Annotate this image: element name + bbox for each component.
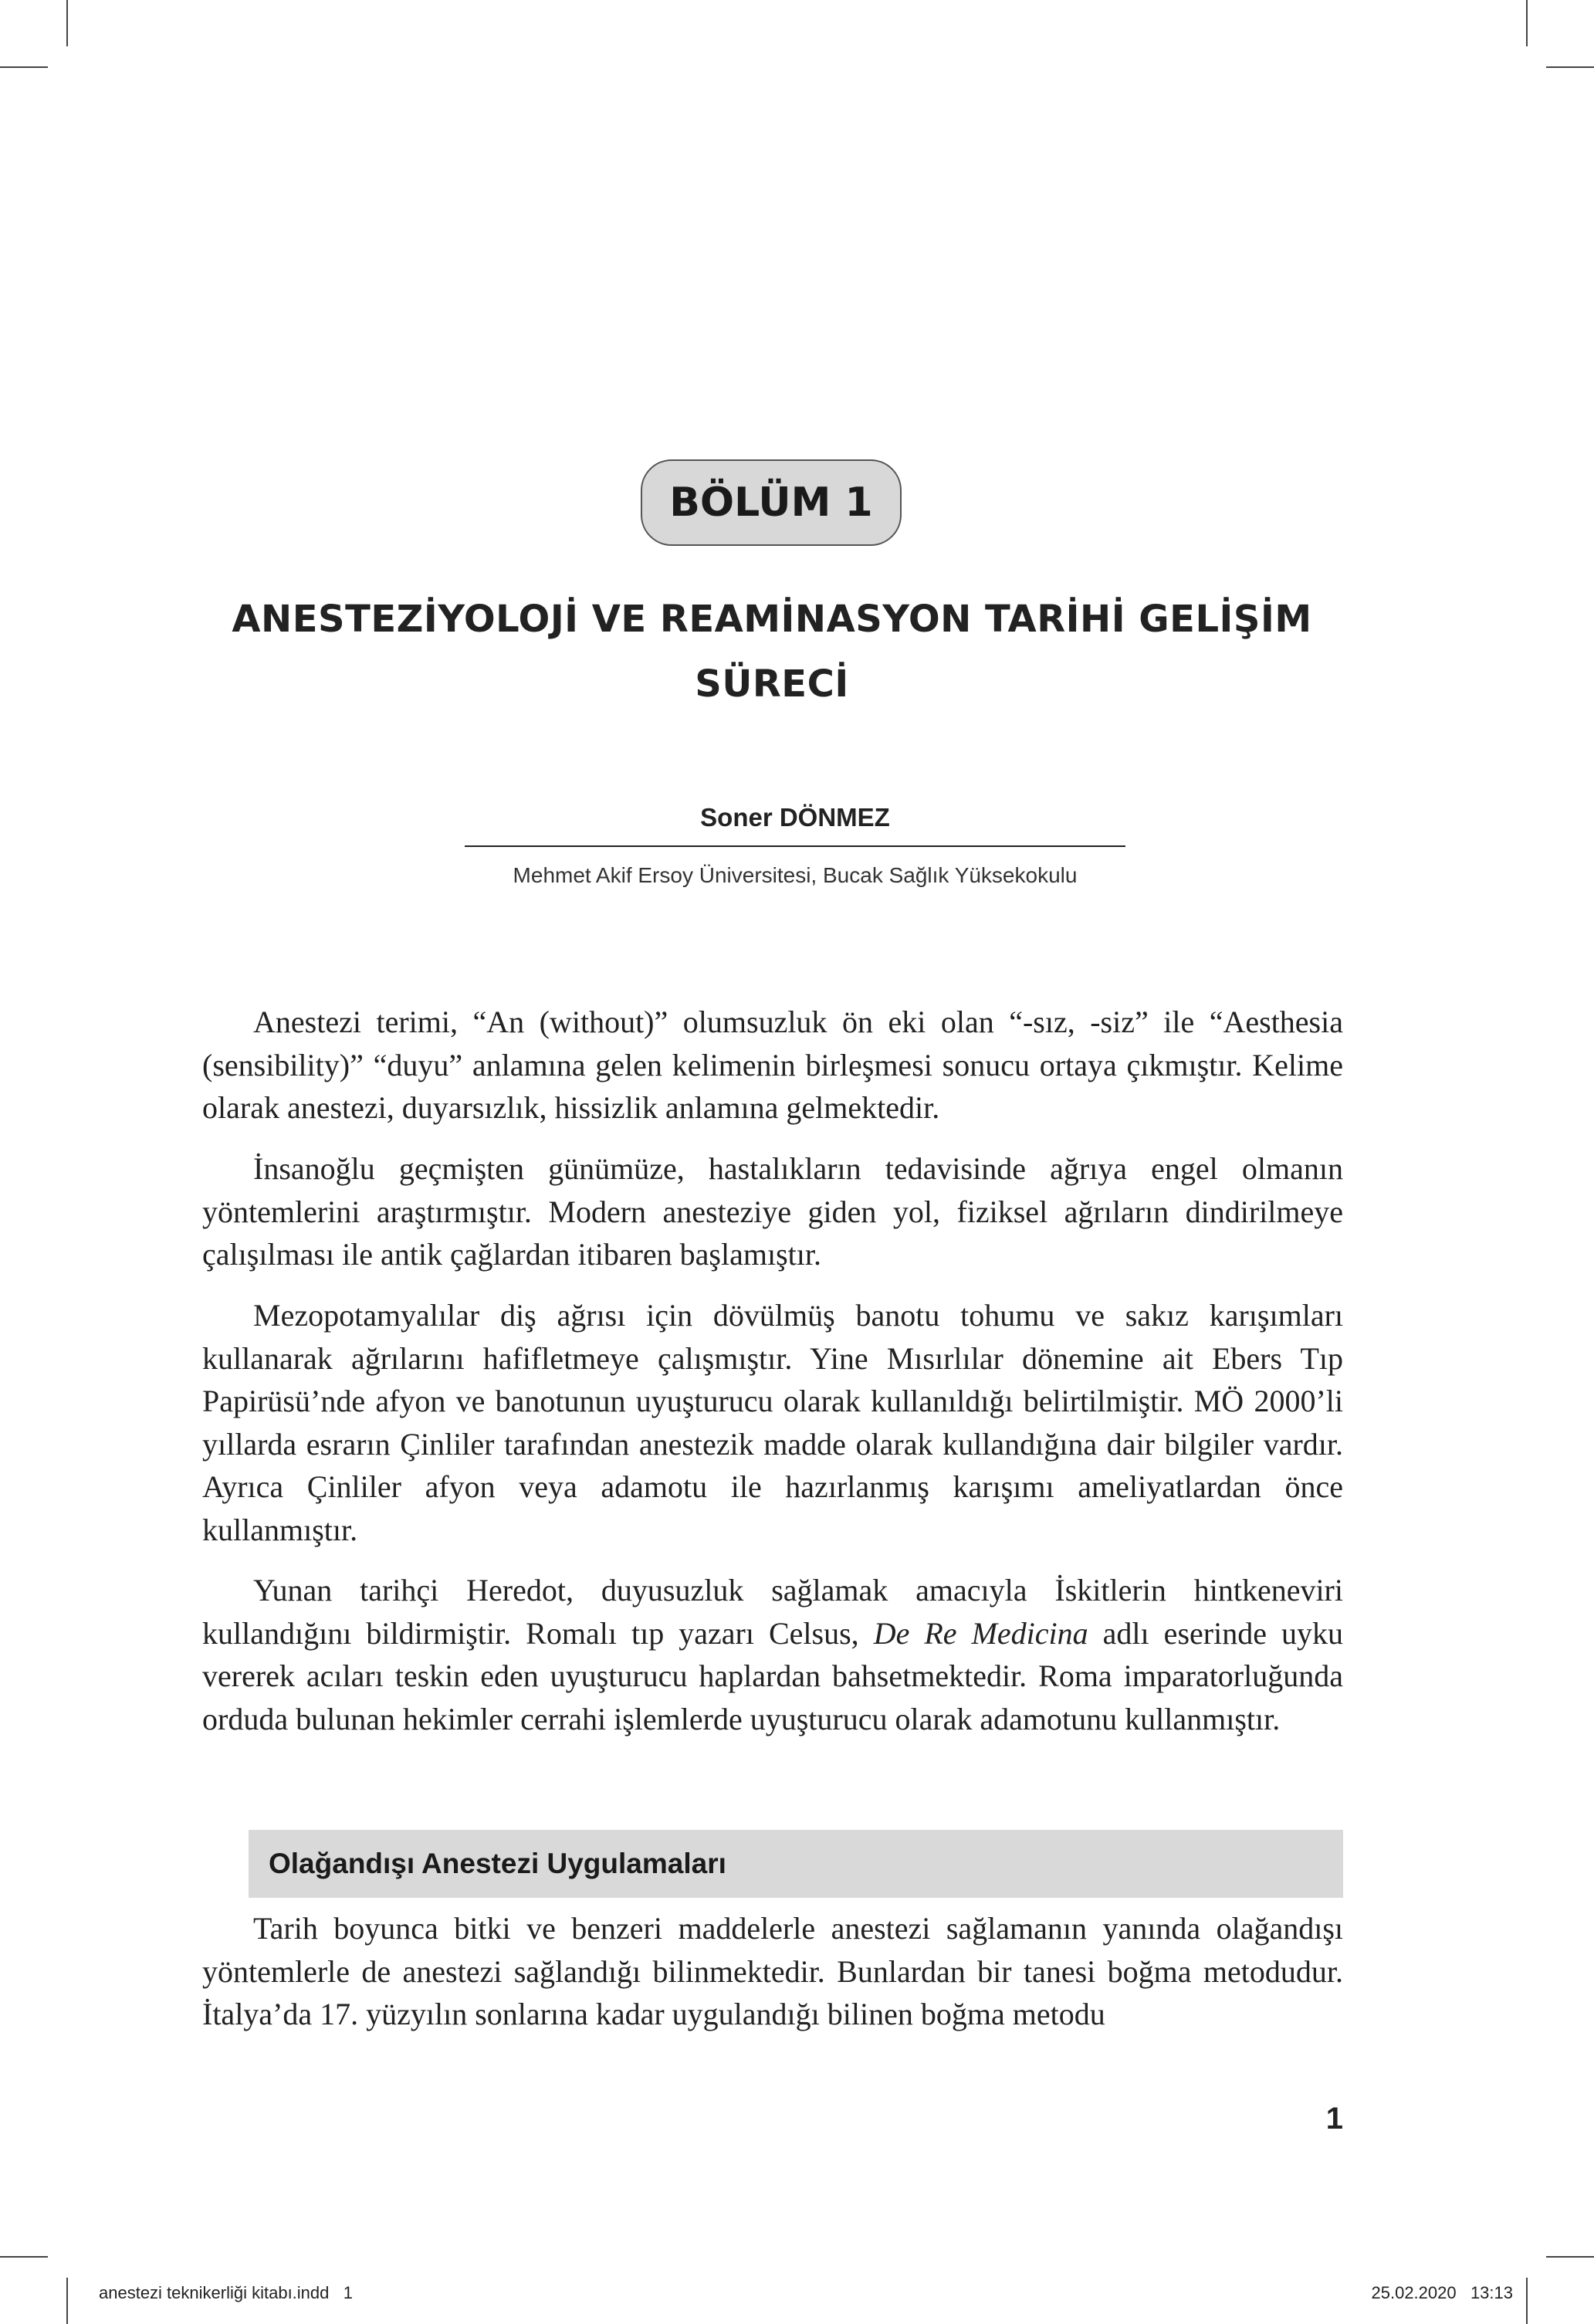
chapter-title-line-2: SÜRECİ: [695, 662, 849, 706]
body-paragraph: [202, 1294, 1343, 1565]
paragraph-5: Tarih boyunca bitki ve benzeri maddelerle anestezi sağlamanın yanında olağandışı yöntemlerle de anestezi sağlandığı bilinmektedir. Bunlardan bir tanesi boğma metodudur. İtalya’da 17. yüzyılın sonlarına kadar uygulandığı bilinen boğma metodu: [202, 1911, 1343, 2031]
crop-mark: [1546, 2256, 1594, 2258]
crop-mark: [66, 0, 68, 46]
page-number: 1: [1325, 2102, 1343, 2136]
body-paragraph: [202, 1907, 1343, 2050]
body-paragraph: [202, 1147, 1343, 1290]
crop-mark: [1546, 66, 1594, 68]
section-heading: Olağandışı Anestezi Uygulamaları: [269, 1848, 726, 1879]
crop-mark: [0, 66, 48, 68]
paragraph-1: Anestezi terimi, “An (without)” olumsuzluk ön eki olan “-sız, -siz” ile “Aesthesia (sensibility)” “duyu” anlamına gelen kelimenin birleşmesi sonucu ortaya çıkmıştır. Kelime olarak anestezi, duyarsızlık, hissizlik anlamına gelmektedir.: [202, 1004, 1343, 1125]
crop-mark: [1526, 0, 1528, 46]
body-paragraph: [202, 1001, 1343, 1143]
author-divider: [465, 845, 1125, 847]
book-title: De Re Medicina: [873, 1615, 1088, 1651]
footer-filename: anestezi teknikerliği kitabı.indd 1: [99, 2283, 353, 2302]
crop-mark: [66, 2278, 68, 2324]
paragraph-4-end: adlı eserinde uyku vererek acıları teskin eden uyuşturucu haplardan bahsetmektedir. Roma imparatorluğunda orduda bulunan hekimler cerrahi işlemlerde uyuşturucu olarak adamotunu kullanmıştır.: [202, 1615, 1343, 1736]
footer-datetime: 25.02.2020 13:13: [1371, 2283, 1513, 2302]
chapter-title-line-1: ANESTEZİYOLOJİ VE REAMİNASYON TARİHİ GELİŞİM: [232, 598, 1312, 641]
section-heading-bar: [249, 1830, 1343, 1898]
paragraph-2: İnsanoğlu geçmişten günümüze, hastalıkların tedavisinde ağrıya engel olmanın yöntemlerini araştırmıştır. Modern anesteziye giden yol, fiziksel ağrıların dindirilmeye çalışılması ile antik çağlardan itibaren başlamıştır.: [202, 1151, 1343, 1272]
paragraph-3: Mezopotamyalılar diş ağrısı için dövülmüş banotu tohumu ve sakız karışımları kullanarak ağrılarını hafifletmeye çalışmıştır. Yine Mısırlılar dönemine ait Ebers Tıp Papirüsü’nde afyon ve banotunun uyuşturucu olarak kullanıldığı belirtilmiştir. MÖ 2000’li yıllarda esrarın Çinliler tarafından anestezik madde olarak kullandığına dair bilgiler vardır. Ayrıca Çinliler afyon veya adamotu ile hazırlanmış karışımı ameliyatlardan önce kullanmıştır.: [202, 1298, 1343, 1547]
author-affiliation: Mehmet Akif Ersoy Üniversitesi, Bucak Sağlık Yüksekokulu: [513, 863, 1078, 887]
paragraph-4: [202, 1569, 1343, 1740]
crop-mark: [1526, 2278, 1528, 2324]
chapter-title: [232, 587, 1312, 717]
chapter-label: BÖLÜM 1: [641, 459, 902, 546]
crop-mark: [0, 2256, 48, 2258]
body-paragraph: [202, 1569, 1343, 1754]
paragraph-4-start: Yunan tarihçi Heredot, duyusuzluk sağlamak amacıyla İskitlerin hintkeneviri kullandığını bildirmiştir. Romalı tıp yazarı Celsus,: [202, 1573, 1343, 1651]
author-name: Soner DÖNMEZ: [700, 803, 890, 832]
